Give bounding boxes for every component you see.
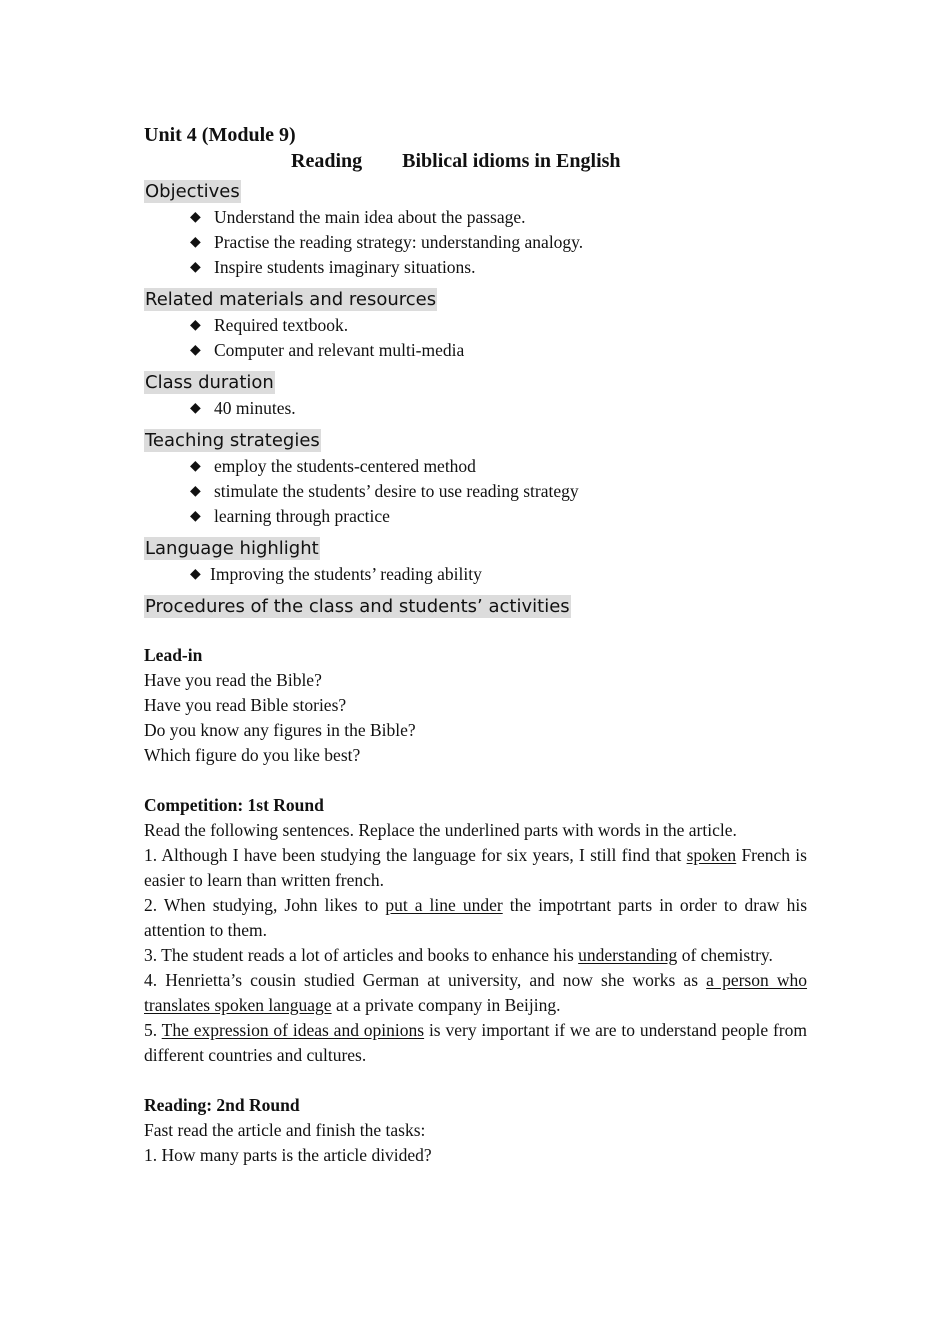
black-diamond-icon: ◆ bbox=[190, 567, 201, 582]
materials-heading: Related materials and resources bbox=[145, 289, 437, 310]
underlined-phrase: a person who translates spoken language bbox=[144, 970, 808, 1015]
black-diamond-icon: ◆ bbox=[190, 260, 201, 275]
duration-heading: Class duration bbox=[145, 372, 274, 393]
black-diamond-icon: ◆ bbox=[190, 318, 201, 333]
unit-title: Unit 4 (Module 9) bbox=[144, 124, 296, 146]
underlined-phrase: put a line under bbox=[385, 895, 503, 915]
reading-topic: Biblical idioms in English bbox=[402, 150, 621, 172]
black-diamond-icon: ◆ bbox=[190, 343, 201, 358]
lesson-plan-document bbox=[144, 122, 807, 1168]
round1-sentence-5: 5. The expression of ideas and opinions is very important if we are to understand people from different countries and cultures. bbox=[144, 1020, 807, 1065]
list-item: ◆ 40 minutes. bbox=[190, 398, 296, 418]
list-item: ◆ stimulate the students’ desire to use reading strategy bbox=[190, 481, 579, 501]
strategies-heading: Teaching strategies bbox=[145, 430, 320, 451]
underlined-phrase: spoken bbox=[686, 845, 737, 865]
lead-in-heading: Lead-in bbox=[144, 645, 203, 665]
black-diamond-icon: ◆ bbox=[190, 484, 201, 499]
language-heading: Language highlight bbox=[145, 538, 319, 559]
black-diamond-icon: ◆ bbox=[190, 509, 201, 524]
lead-in-question: Which figure do you like best? bbox=[144, 745, 361, 765]
round1-heading: Competition: 1st Round bbox=[144, 795, 324, 815]
objectives-heading: Objectives bbox=[145, 181, 240, 202]
reading-label: Reading bbox=[291, 150, 363, 172]
list-item: ◆ Inspire students imaginary situations. bbox=[190, 257, 476, 277]
lead-in-question: Do you know any figures in the Bible? bbox=[144, 720, 416, 740]
list-item: ◆ Required textbook. bbox=[190, 315, 349, 335]
objectives-list bbox=[144, 205, 807, 280]
round2-instruction: Fast read the article and finish the tasks: bbox=[144, 1120, 426, 1140]
round1-sentence-3: 3. The student reads a lot of articles and books to enhance his understanding of chemistry. bbox=[144, 945, 773, 965]
procedures-heading: Procedures of the class and students’ activities bbox=[145, 596, 570, 617]
round1-sentence-4: 4. Henrietta’s cousin studied German at university, and now she works as a person who translates spoken language at a private company in Beijing. bbox=[144, 970, 808, 1015]
reading-title bbox=[144, 148, 807, 174]
list-item: ◆ Practise the reading strategy: understanding analogy. bbox=[190, 232, 584, 252]
round1-sentence-1: 1. Although I have been studying the language for six years, I still find that spoken French is easier to learn than written french. bbox=[144, 845, 807, 890]
round2-question-1: 1. How many parts is the article divided? bbox=[144, 1145, 432, 1165]
underlined-phrase: The expression of ideas and opinions bbox=[161, 1020, 425, 1040]
black-diamond-icon: ◆ bbox=[190, 210, 201, 225]
language-list bbox=[144, 562, 807, 587]
round1-sentence-2: 2. When studying, John likes to put a line under the impotrtant parts in order to draw his attention to them. bbox=[144, 895, 807, 940]
strategies-list bbox=[144, 454, 807, 529]
list-item: ◆ Improving the students’ reading ability bbox=[190, 564, 482, 584]
lead-in-question: Have you read the Bible? bbox=[144, 670, 322, 690]
materials-list bbox=[144, 313, 807, 363]
lead-in-question: Have you read Bible stories? bbox=[144, 695, 347, 715]
black-diamond-icon: ◆ bbox=[190, 235, 201, 250]
list-item: ◆ learning through practice bbox=[190, 506, 390, 526]
list-item: ◆ employ the students-centered method bbox=[190, 456, 476, 476]
list-item: ◆ Understand the main idea about the passage. bbox=[190, 207, 526, 227]
black-diamond-icon: ◆ bbox=[190, 401, 201, 416]
black-diamond-icon: ◆ bbox=[190, 459, 201, 474]
round2-heading: Reading: 2nd Round bbox=[144, 1095, 300, 1115]
underlined-phrase: understanding bbox=[578, 945, 678, 965]
list-item: ◆ Computer and relevant multi-media bbox=[190, 340, 465, 360]
duration-list bbox=[144, 396, 807, 421]
round1-instruction: Read the following sentences. Replace the underlined parts with words in the article. bbox=[144, 820, 737, 840]
